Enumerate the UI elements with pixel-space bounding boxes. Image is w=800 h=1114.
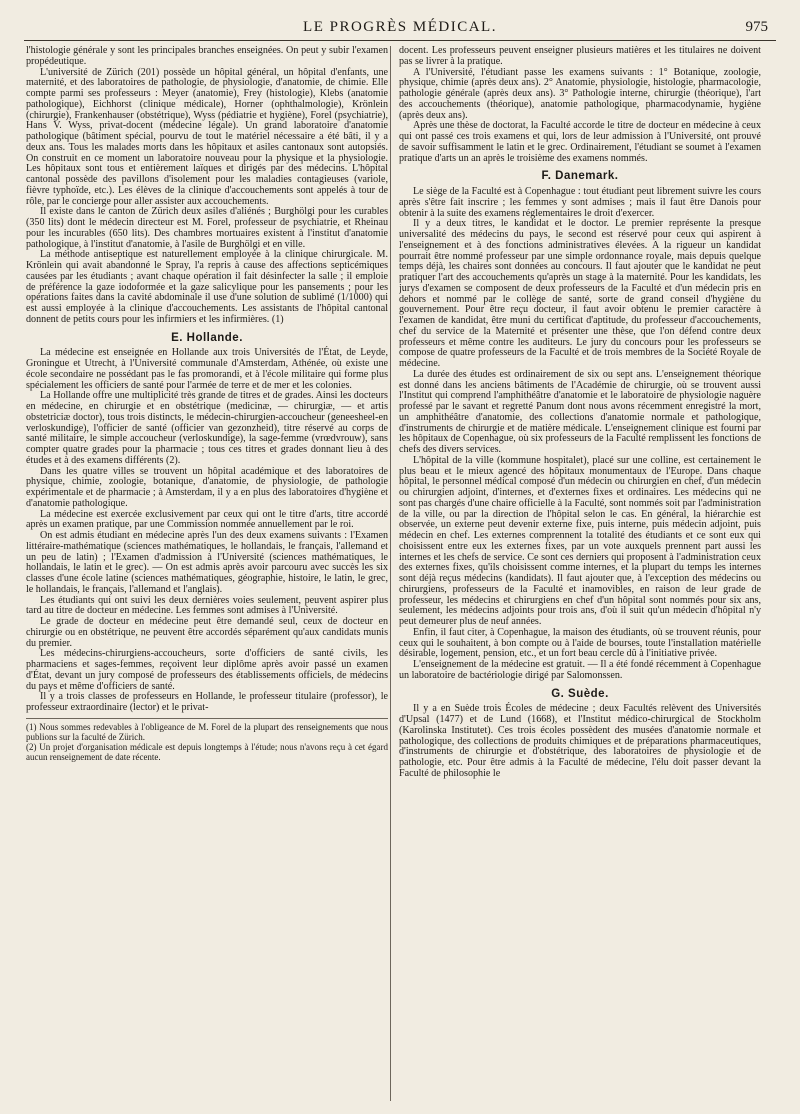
header-rule [24,40,776,41]
paragraph: Dans les quatre villes se trouvent un hôpital académique et des laboratoires de physique, chimie, zoologie, botanique, d'anatomie, de physiologie, de pathologie expérimentale et de pharmacie ; à Amsterdam, il y a en plus des laboratoires d'hygiène et d'anatomie pathologique. [26,465,388,509]
section-heading-danemark: F. Danemark. [541,170,619,183]
paragraph: La médecine est enseignée en Hollande aux trois Universités de l'État, de Leyde, Groningue et Utrecht, à l'Université communale d'Amsterdam, Athénée, où existe une école secondaire ne possédant pas le fas promorandi, et à l'école militaire qui forme plus spécialement les officiers de santé pour l'armée de terre et de mer et les colonies. [26,347,388,391]
paragraph: Il y a deux titres, le kandidat et le doctor. Le premier représente la presque universalité des médecins du pays, le second est réservé pour ceux qui aspirent à l'enseignement et à des fonctions administratives élevées. A la rigueur un kandidat pourrait être nommé professeur par une simple ordonnance royale, mais depuis quelque temps déjà, les chaires sont données au concours. Il faut ajouter que le kandidat ne peut pratiquer l'art des accouchements qu'après un stage à la maternité. Pour les kandidats, les jurys d'examen se composent de deux professeurs de la Faculté et d'un médecin pris en dehors et nommé par le collège de santé, sorte de grand conseil d'hygiène du gouvernement. Pour être reçu docteur, il faut avoir obtenu le premier caractère à l'examen de kandidat, être muni du certificat d'aptitude, du professeur d'accouchements, chef du service de la Maternité et présenter une thèse, que l'on défend contre deux professeurs et même contre les auditeurs. Le jury du concours pour les professeurs se compose de quatre professeurs de la Faculté et de trois membres de la Société Royale de médecine. [399,218,761,369]
paragraph: La médecine est exercée exclusivement par ceux qui ont le titre d'arts, titre accordé après un examen pratique, par une Commission nommée annuellement par le roi. [26,508,388,531]
paragraph: La durée des études est ordinairement de six ou sept ans. L'enseignement théorique est donné dans les anciens bâtiments de l'Académie de chirurgie, où se trouvent aussi l'Institut qui comprend l'amphithéâtre d'anatomie et le laboratoire de physiologie naguère professé par le savant et regretté Panum dont nous avons récemment enregistré la mort, un amphithéâtre d'anatomie, des collections d'anatomie normale et pathologique, d'instruments de chirurgie et de matière médicale. L'enseignement clinique est fourni par les hôpitaux de Copenhague, où six professeurs de la Faculté remplissent les fonctions de chefs des divers services. [399,368,761,455]
paragraph: L'hôpital de la ville (kommune hospitalet), placé sur une colline, est certainement le plus beau et le mieux agencé des hôpitaux monumentaux de l'Europe. Dans chaque hôpital, le personnel médical composé d'un médecin ou chirurgien en chef, d'un médecin ou chirurgien adjoint, d'internes, et d'externes fixes et ordinaires. Les médecins qui ne sont pas chargés d'une chaire officielle à la Faculté, sont nommés soit par l'administration de la ville, ou par la direction de l'hôpital selon le cas. En général, la hiérarchie est observée, un externe peut devenir externe fixe, puis interne, puis médecin adjoint, puis médecin en chef. Les externes comprennent la totalité des étudiants et ce sont eux qui choisissent entre eux les externes fixes, par un vote auxquels prennent part aussi les internes et les chefs de service. Ce sont ces derniers qui proposent à l'administration ceux des externes fixes, qu'ils choisissent comme internes, et la plupart du temps les internes sont déjà reçus médecins (kandidats). Il faut ajouter que, à l'exception des médecins ou chirurgiens, professeurs de la Faculté et inamovibles, en raison de leur grade de professeur, les médecins et chirurgiens en chef d'un hôpital sont nommés pour six ans, seulement, les médecins adjoints pour trois ans, d'où il suit qu'un médecin d'hôpital n'y peut demeurer plus de neuf années. [399,454,761,627]
column-divider [390,46,391,1101]
paragraph: La Hollande offre une multiplicité très grande de titres et de grades. Ainsi les docteurs en médecine, en chirurgie et en obstétrique (medicinæ, — chirurgiæ, — et artis obstetriciæ doctor), tous trois distincts, le médecin-chirurgien-accoucheur (geneesheel-en verloskundige), l'officier de santé (officier van gezonzheid), titre réservé au corps de santé militaire, le simple accoucheur (verloskundige), la sage-femme (vrœdvrouw), sans compter quatre grades pour la pharmacie ; tous ces titres et grades donnant lieu à des études et à des examens différents (2). [26,390,388,466]
paragraph: L'université de Zürich (201) possède un hôpital général, un hôpital d'enfants, une maternité, et des laboratoires de pathologie, de physiologie, d'anatomie, de chimie. Elle compte parmi ses professeurs : Meyer (anatomie), Frey (histologie), Klebs (anatomie pathologique), Eichhorst (clinique médicale), Horner (ophthalmologie), Krönlein (chirurgie), Frankenhauser (obstétrique), Wyss (pédiatrie et hygiène), Forel (psychiatrie), Hans V. Wyss, privat-docent (médecine légale). Un grand laboratoire d'anatomie pathologique (bâtiment spécial, pourvu de tout le matériel nécessaire a été bâti, il y a deux ans. Tous les malades morts dans les hôpitaux et asiles cantonaux sont autopsiés. On construit en ce moment un laboratoire nouveau pour la physique et la physiologie. Les hôpitaux sont tous et entièrement laïques et dirigés par des médecins. L'hôpital cantonal possède des pavillons d'isolement pour les maladies contagieuses (variole, fièvre typhoïde, etc.). Les élèves de la clinique d'accouchements sont appelés à tour de rôle, par le concierge pour aller assister aux accouchements. [26,66,388,207]
paragraph: Enfin, il faut citer, à Copenhague, la maison des étudiants, où se trouvent réunis, pour ceux qui le souhaitent, à bon compte ou à l'aide de bourses, toute l'installation matérielle désirable, logement, pension, etc., et un fort beau cercle dû à l'initiative privée. [399,626,761,660]
paragraph: Le siège de la Faculté est à Copenhague : tout étudiant peut librement suivre les cours après s'être fait inscrire ; les femmes y sont admises ; mais il faut être Danois pour obtenir à la suite des examens réglementaires le droit d'exercer. [399,186,761,219]
paragraph: La méthode antiseptique est naturellement employée à la clinique chirurgicale. M. Krönlein qui avait abandonné le Spray, l'a repris à cause des affections septicémiques causées par les étudiants ; avant chaque opération il fait désinfecter la salle ; il emploie de préférence la gaze iodoformée et la gaze salicylique pour les pansements ; pour les opérations faites dans la cavité abdominale il use d'une solution de sublimé (1/1000) qui est aussi employée à la clinique d'accouchements. Les assistants de l'hôpital cantonal donnent de petits cours pour les infirmiers et les infirmières. (1) [26,249,388,325]
paragraph: On est admis étudiant en médecine après l'un des deux examens suivants : l'Examen littéraire-mathématique (sciences mathématiques, le hollandais, le français, l'allemand et un peu de latin) ; l'Examen d'admission à l'Université (sciences mathématiques, le hollandais, le latin et le grec). — On est admis après avoir parcouru avec succès les six classes d'une école latine (sciences mathématiques, géographie, histoire, le latin, le grec, le hollandais, le français, l'allemand et l'anglais). [26,530,388,595]
section-heading-suede: G. Suède. [551,687,609,700]
paragraph: Après une thèse de doctorat, la Faculté accorde le titre de docteur en médecine à ceux qui ont passé ces trois examens et qui, lors de leur admission à l'Université, ont prouvé de savoir suffisamment le latin et le grec. Ordinairement, l'étudiant se soumet à l'examen pratique d'arts un an après le troisième des examens nommés. [399,120,761,164]
paragraph: docent. Les professeurs peuvent enseigner plusieurs matières et les titulaires ne doivent pas se livrer à la pratique. [399,46,761,67]
right-column [399,46,761,1106]
page-header [0,16,800,38]
paragraph: Il y a en Suède trois Écoles de médecine ; deux Facultés relèvent des Universités d'Upsal (1477) et de Lund (1668), et l'Institut médico-chirurgical de Stockholm (Karolinska Institutet). Ces trois écoles possèdent des musées d'anatomie normale et pathologique, des collections de produits chimiques et de préparations pharmaceutiques, d'instruments de chirurgie et d'obstétrique, des laboratoires de physiologie et de pathologie, etc. Pour être admis à la Faculté de médecine, l'élu doit passer devant la Faculté de philosophie le [399,703,761,779]
paragraph: Le grade de docteur en médecine peut être demandé seul, ceux de docteur en chirurgie ou en obstétrique, ne peuvent être accordés séparément qu'aux candidats munis du premier. [26,616,388,649]
left-column [26,46,388,1106]
footnotes [26,718,388,762]
section-heading-hollande: E. Hollande. [171,331,243,344]
paragraph: Les médecins-chirurgiens-accoucheurs, sorte d'officiers de santé civils, les pharmaciens et sages-femmes, reçoivent leur diplôme après avoir passé un examen d'État, devant un jury composé de professeurs des établissements officiels, de médecins du pays et même d'officiers de santé. [26,648,388,692]
paragraph: l'histologie générale y sont les principales branches enseignées. On peut y subir l'examen propédeutique. [26,46,388,67]
paragraph: Il existe dans le canton de Zürich deux asiles d'aliénés ; Burghölgi pour les curables (350 lits) dont le médecin directeur est M. Forel, professeur de psychiatrie, et Rheinau pour les incurables (650 lits). Des chambres mortuaires existent à l'institut d'anatomie pathologique, à l'institut d'anatomie, à l'asile de Burghölgi et en ville. [26,206,388,250]
paragraph: L'enseignement de la médecine est gratuit. — Il a été fondé récemment à Copenhague un laboratoire de bactériologie dirigé par Salomonssen. [399,659,761,681]
footnote: (2) Un projet d'organisation médicale est depuis longtemps à l'étude; nous n'avons reçu à cet égard aucun renseignement de date récente. [26,741,388,762]
paragraph: Les étudiants qui ont suivi les deux dernières voies seulement, peuvent aspirer plus tard au titre de docteur en médecine. Les femmes sont admises à l'Université. [26,594,388,617]
journal-title: LE PROGRÈS MÉDICAL. [303,19,497,35]
footnote: (1) Nous sommes redevables à l'obligeance de M. Forel de la plupart des renseignements que nous publions sur la faculté de Zürich. [26,721,388,742]
paragraph: A l'Université, l'étudiant passe les examens suivants : 1° Botanique, zoologie, physique, chimie (après deux ans). 2° Anatomie, physiologie, histologie, pharmacologie, pathologie générale (après deux ans). 3° Pathologie interne, chirurgie (théorique), l'art des accouchements (théorique), anatomie pathologique, pharmacodynamie, hygiène (après deux ans). [399,66,761,121]
paragraph: Il y a trois classes de professeurs en Hollande, le professeur titulaire (professor), le professeur extraordinaire (lector) et le privat- [26,691,388,713]
page-number: 975 [745,19,768,35]
